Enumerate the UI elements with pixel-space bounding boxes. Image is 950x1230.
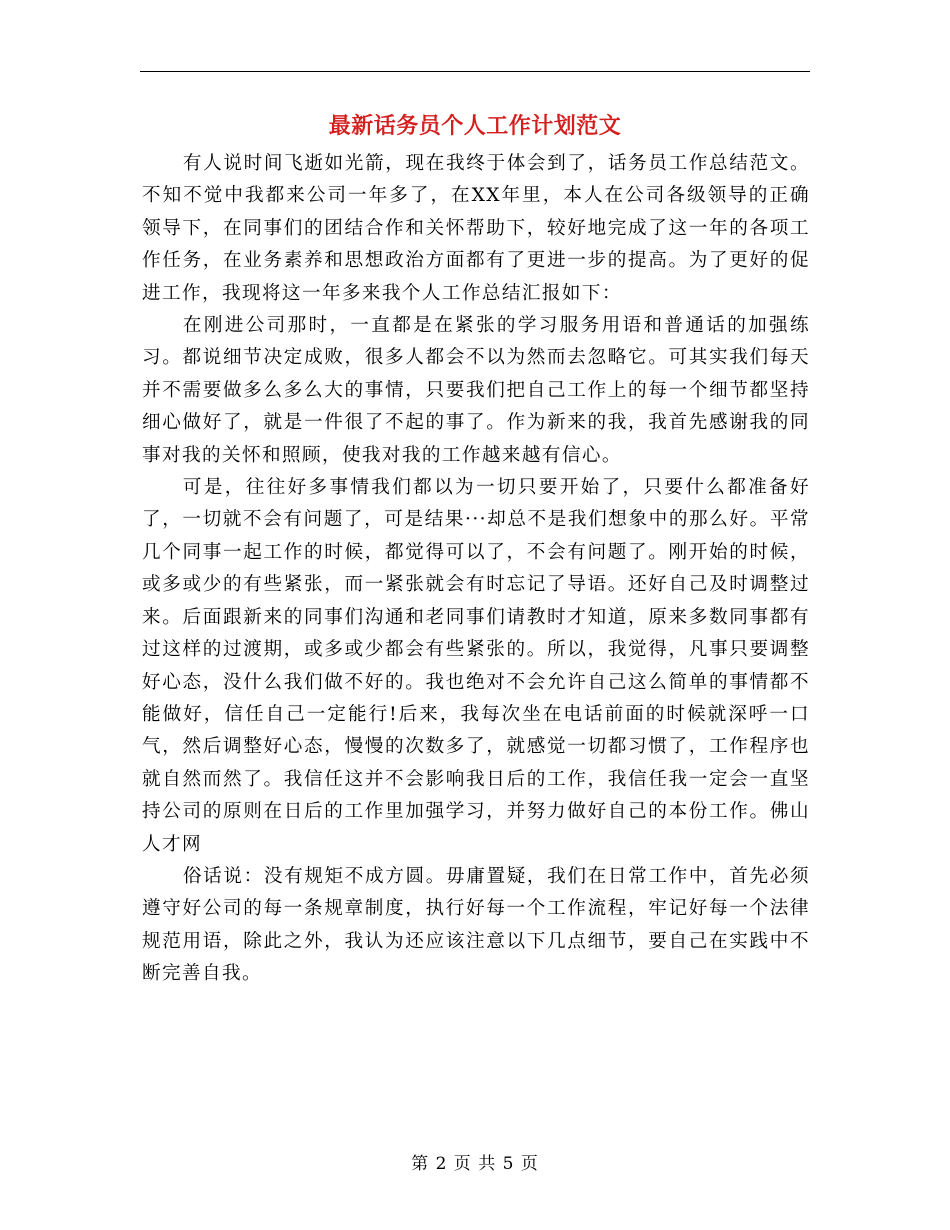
document-title: 最新话务员个人工作计划范文 (328, 113, 622, 139)
paragraph-3: 可是，往往好多事情我们都以为一切只要开始了，只要什么都准备好了，一切就不会有问题了，可是结果···却总不是我们想象中的那么好。平常几个同事一起工作的时候，都觉得可以了，不会有问题了。刚开始的时候，或多或少的有些紧张，而一紧张就会有时忘记了导语。还好自己及时调整过来。后面跟新来的同事们沟通和老同事们请教时才知道，原来多数同事都有过这样的过渡期，或多或少都会有些紧张的。所以，我觉得，凡事只要调整好心态，没什么我们做不好的。我也绝对不会允许自己这么简单的事情都不能做好，信任自己一定能行!后来，我每次坐在电话前面的时候就深呼一口气，然后调整好心态，慢慢的次数多了，就感觉一切都习惯了，工作程序也就自然而然了。我信任这并不会影响我日后的工作，我信任我一定会一直坚持公司的原则在日后的工作里加强学习，并努力做好自己的本份工作。佛山人才网 (142, 477, 810, 855)
paragraph-4: 俗话说：没有规矩不成方圆。毋庸置疑，我们在日常工作中，首先必须遵守好公司的每一条规章制度，执行好每一个工作流程，牢记好每一个法律规范用语，除此之外，我认为还应该注意以下几点细节，要自己在实践中不断完善自我。 (142, 865, 810, 985)
document-body (142, 148, 810, 991)
header-rule (140, 71, 810, 72)
page-number-footer: 第 2 页 共 5 页 (411, 1154, 539, 1174)
paragraph-2: 在刚进公司那时，一直都是在紧张的学习服务用语和普通话的加强练习。都说细节决定成败，很多人都会不以为然而去忽略它。可其实我们每天并不需要做多么多么大的事情，只要我们把自己工作上的每一个细节都坚持细心做好了，就是一件很了不起的事了。作为新来的我，我首先感谢我的同事对我的关怀和照顾，使我对我的工作越来越有信心。 (142, 315, 810, 466)
paragraph-1: 有人说时间飞逝如光箭，现在我终于体会到了，话务员工作总结范文。不知不觉中我都来公司一年多了，在XX年里，本人在公司各级领导的正确领导下，在同事们的团结合作和关怀帮助下，较好地完成了这一年的各项工作任务，在业务素养和思想政治方面都有了更进一步的提高。为了更好的促进工作，我现将这一年多来我个人工作总结汇报如下： (142, 153, 810, 304)
